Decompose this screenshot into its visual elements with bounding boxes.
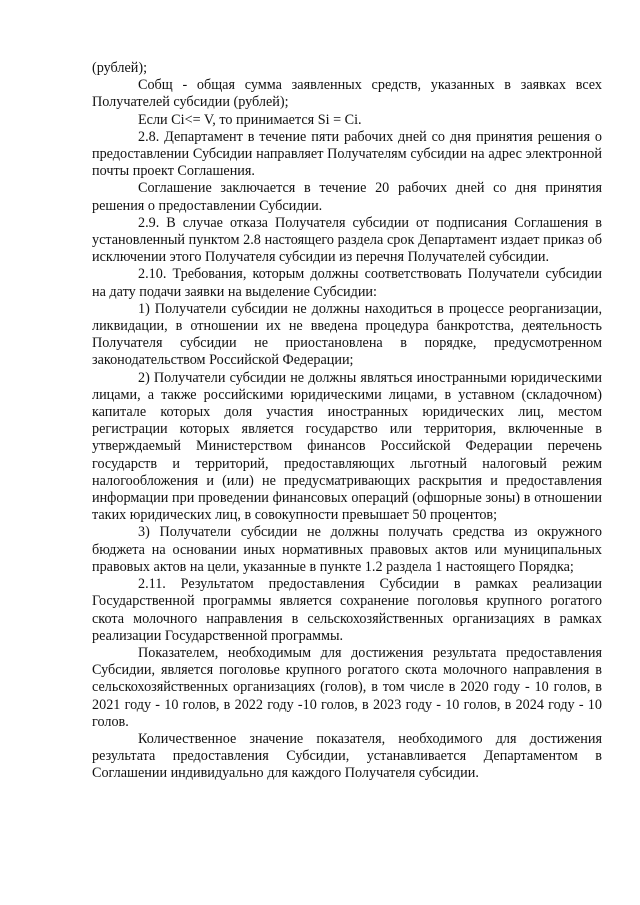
paragraph-2-11: 2.11. Результатом предоставления Субсидии в рамках реализации Государственной программы является сохранение поголовья крупного рогатого скота молочного направления в сельскохозяйственных организациях в рамках реализации Государственной программы.: [92, 576, 602, 644]
paragraph-condition: Если Ci<= V, то принимается Si = Ci.: [138, 111, 362, 128]
paragraph-2-8: 2.8. Департамент в течение пяти рабочих дней со дня принятия решения о предоставлении Субсидии направляет Получателям субсидии на адрес электронной почты проект Соглашения.: [92, 128, 602, 180]
paragraph-2-9: 2.9. В случае отказа Получателя субсидии от подписания Соглашения в установленный пунктом 2.8 настоящего раздела срок Департамент издает приказ об исключении этого Получателя субсидии из перечня Получателей субсидии.: [92, 214, 602, 266]
document-page: [92, 60, 602, 783]
paragraph-rubles-tail: (рублей);: [92, 60, 148, 76]
paragraph-c-total-definition: Cобщ - общая сумма заявленных средств, указанных в заявках всех Получателей субсидии (рублей);: [92, 77, 602, 111]
paragraph-requirement-1: 1) Получатели субсидии не должны находиться в процессе реорганизации, ликвидации, в отношении их не введена процедура банкротства, деятельность Получателя субсидии не приостановлена в порядке, предусмотренном законодательством Российской Федерации;: [92, 300, 602, 369]
paragraph-requirement-3: 3) Получатели субсидии не должны получать средства из окружного бюджета на основании иных нормативных правовых актов или муниципальных правовых актов на цели, указанные в пункте 1.2 раздела 1 настоящего Порядка;: [92, 524, 602, 575]
paragraph-2-10: 2.10. Требования, которым должны соответствовать Получатели субсидии на дату подачи заявки на выделение Субсидии:: [92, 266, 602, 300]
paragraph-indicator: Показателем, необходимым для достижения результата предоставления Субсидии, является поголовье крупного рогатого скота молочного направления в сельскохозяйственных организациях (голов), в том числе в 2020 году - 10 голов, в 2021 году - 10 голов, в 2022 году -10 голов, в 2023 году - 10 голов, в 2024 году - 10 голов.: [92, 644, 602, 730]
paragraph-indicator-value: Количественное значение показателя, необходимого для достижения результата предоставления Субсидии, устанавливается Департаментом в Соглашении индивидуально для каждого Получателя субсидии.: [92, 730, 602, 782]
paragraph-agreement-term: Соглашение заключается в течение 20 рабочих дней со дня принятия решения о предоставлении Субсидии.: [92, 180, 602, 214]
paragraph-requirement-2: 2) Получатели субсидии не должны являться иностранными юридическими лицами, а также российскими юридическими лицами, в уставном (складочном) капитале которых доля участия иностранных юридических лиц, местом регистрации которых является государство или территория, включенные в утверждаемый Министерством финансов Российской Федерации перечень государств и территорий, предоставляющих льготный налоговый режим налогообложения и (или) не предусматривающих раскрытия и предоставления информации при проведении финансовых операций (офшорные зоны) в отношении таких юридических лиц, в совокупности превышает 50 процентов;: [92, 369, 602, 524]
